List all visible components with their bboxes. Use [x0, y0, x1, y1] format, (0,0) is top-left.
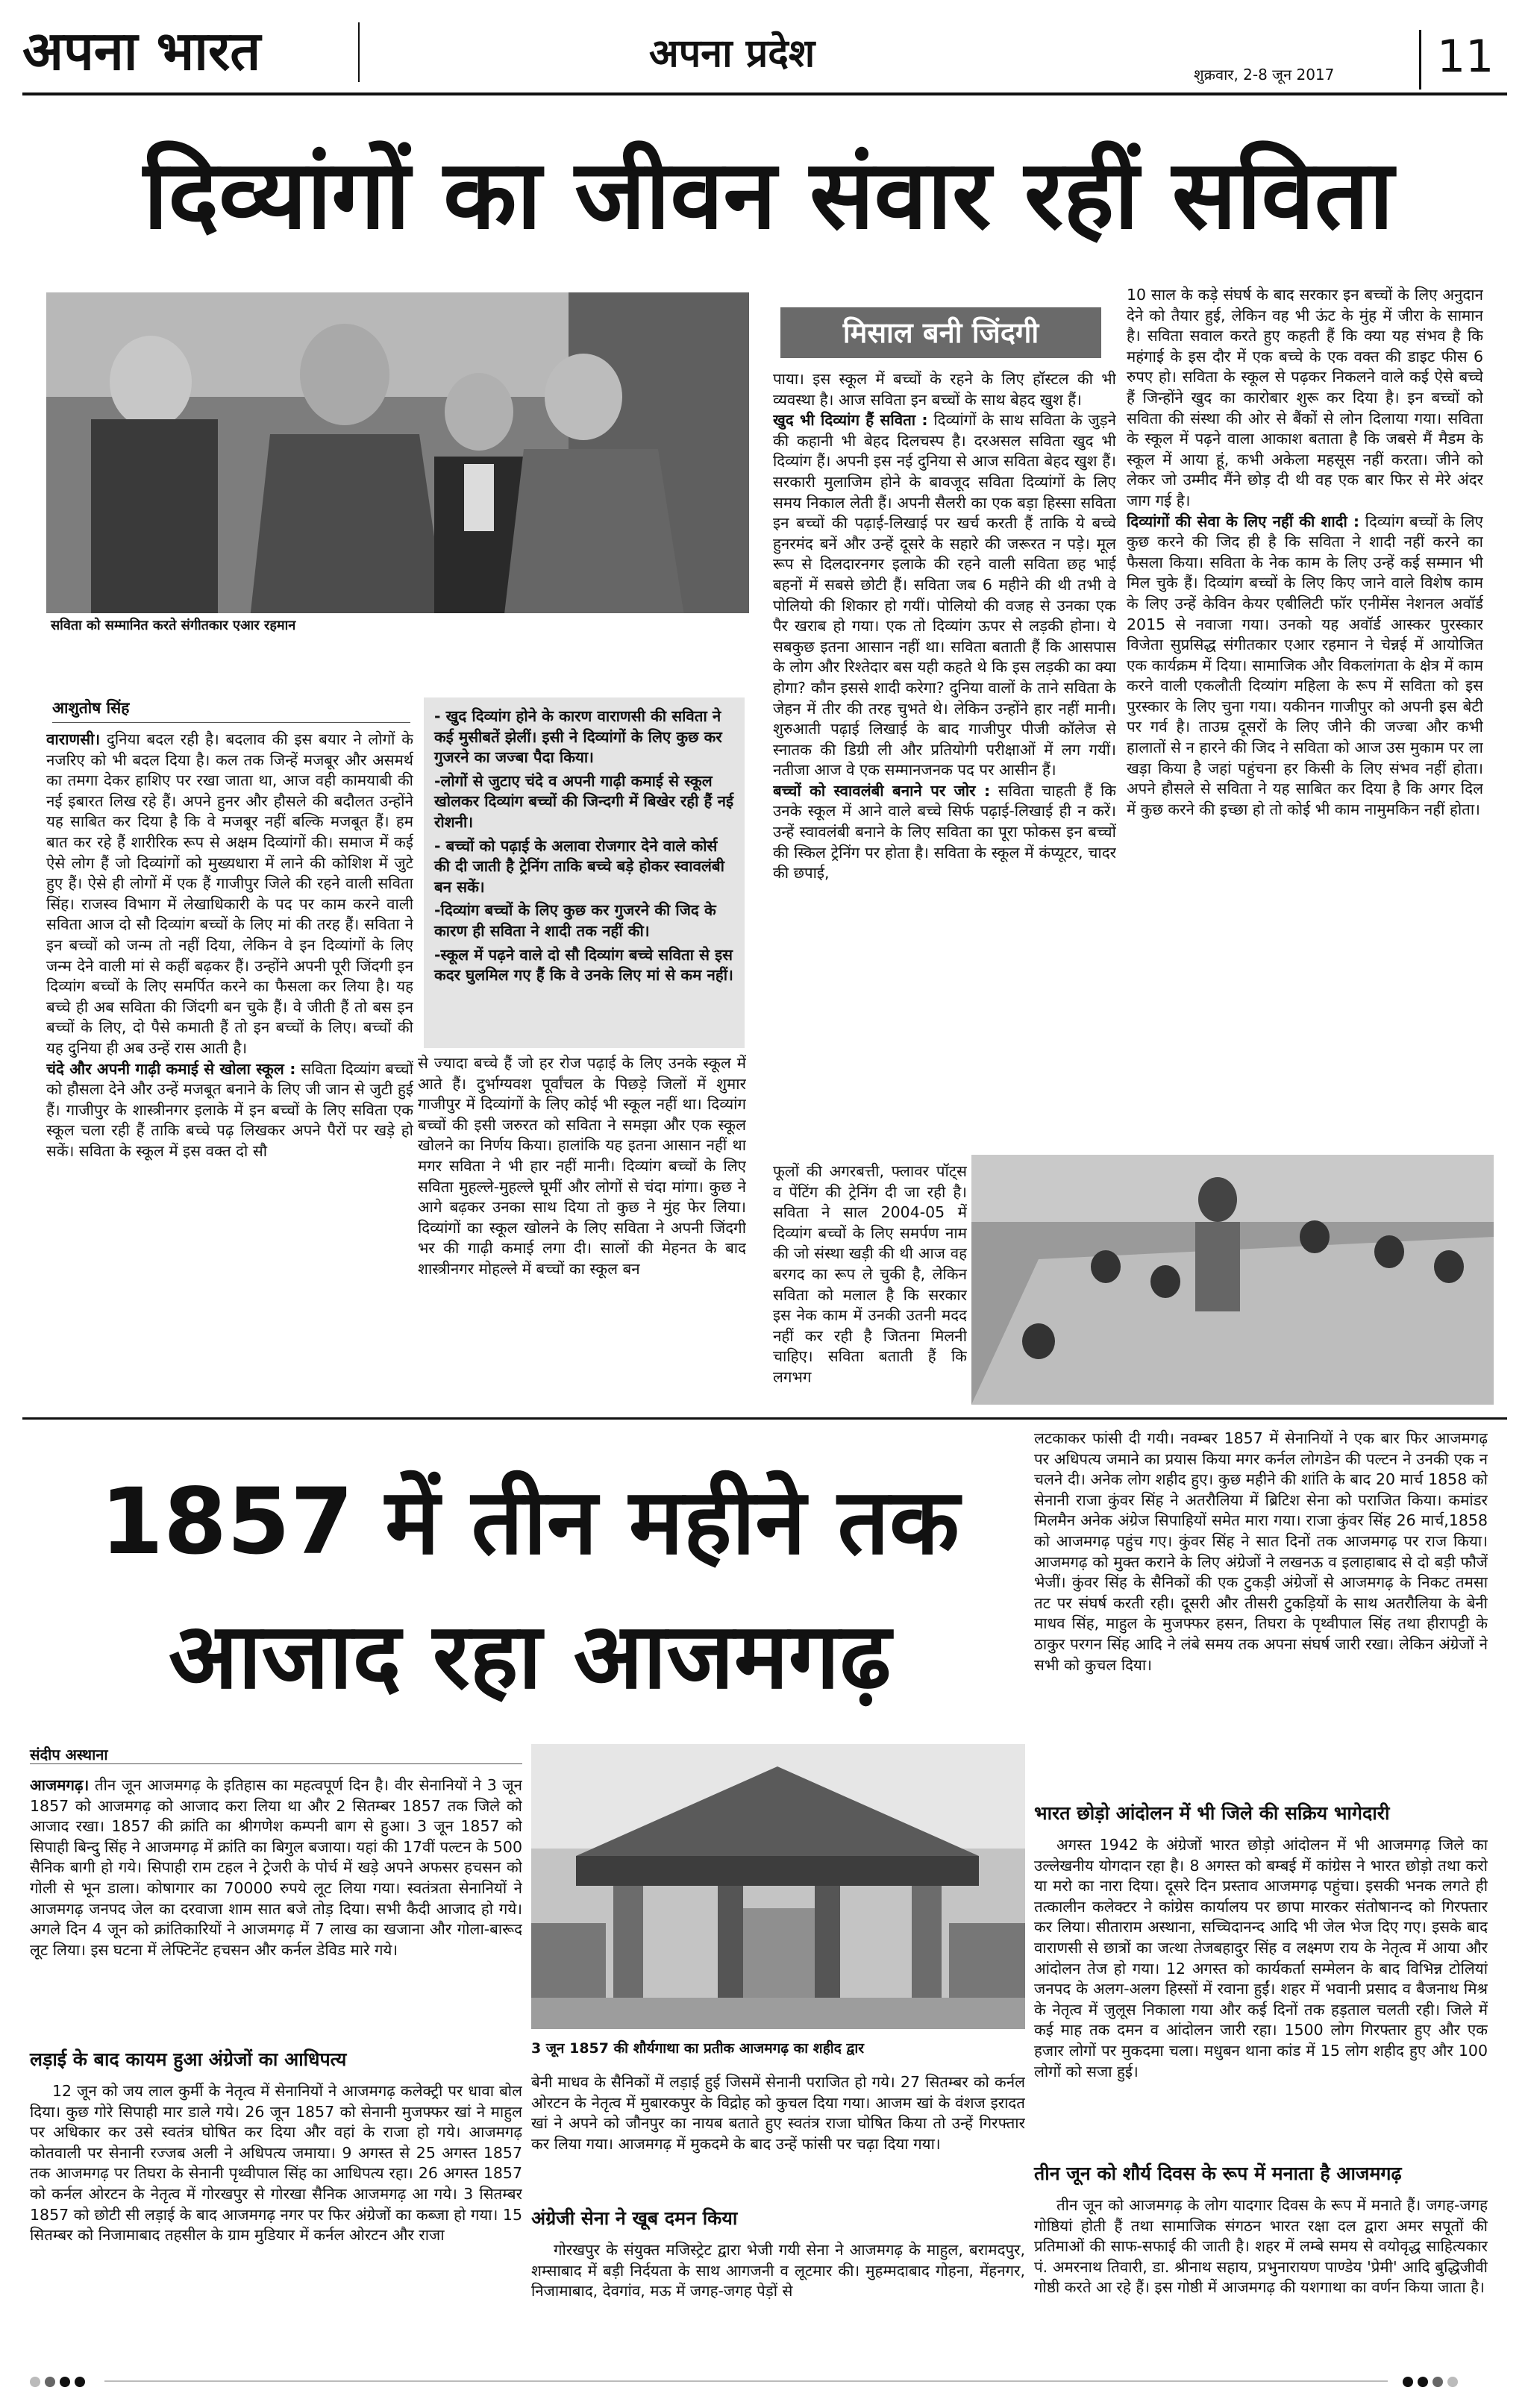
story1-column-3-narrow: फूलों की अगरबत्ती, फ्लावर पॉट्स व पेंटिंग की ट्रेनिंग दी जा रही है। सविता ने साल 2004-05 में दिव्यांग बच्चों के लिए समर्पण नाम की जो संस्था खड़ी की थी आज वह बरगद का रूप ले चुकी है, लेकिन सविता को मलाल है कि सरकार इस नेक काम में उनकी उतनी मदद नहीं कर रही है जितना मिलनी चाहिए। सविता बताती हैं कि लगभग [773, 1162, 967, 1386]
footer-dots-left [30, 2376, 90, 2390]
subheading-2: अंग्रेजी सेना ने खूब दमन किया [531, 2207, 738, 2229]
story2-byline: संदीप अस्थाना [30, 1746, 108, 1763]
children-photo [971, 1155, 1494, 1405]
highlight-item: -स्कूल में पढ़ने वाले दो सौ दिव्यांग बच्चे सविता से इस कदर घुलमिल गए हैं कि वे उनके लिए मां से कम नहीं। [434, 945, 733, 985]
award-photo-image [46, 292, 749, 639]
highlight-item: - खुद दिव्यांग होने के कारण वाराणसी की सविता ने कई मुसीबतें झेलीं। इसी ने दिव्यांगों के लिए कुछ कर गुजरने का जज्बा पैदा किया। [434, 707, 722, 767]
byline-rule [52, 722, 410, 723]
misal-label: मिसाल बनी जिंदगी [842, 316, 1039, 349]
story2-mid-text: बेनी माधव के सैनिकों में लड़ाई हुई जिसमें सेनानी पराजित हो गये। 27 सितम्बर को कर्नल ओरटन के नेतृत्व में मुबारकपुर के विद्रोह को कुचल दिया गया। आजम खां के वंशज इरादत खां ने अपने को जौनपुर का नायब बताते हुए स्वतंत्र राजा घोषित किया तो उन्हें गिरफ्तार कर लिया गया। आजमगढ़ में मुकदमे के बाद उन्हें फांसी पर चढ़ा दिया गया। [531, 2073, 1025, 2153]
story1-col1-para: चंदे और अपनी गाढ़ी कमाई से खोला स्कूल : सविता दिव्यांग बच्चों को हौसला देने और उन्हें मजबूत बनाने के लिए जी जान से जुटी हुई हैं। गाजीपुर के शास्त्रीनगर इलाके में इन बच्चों के लिए सविता एक स्कूल चला रही हैं ताकि बच्चे पढ़ लिखकर अपने पैरों पर खड़े हो सकें। सविता के स्कूल में इस वक्त दो सौ [46, 1059, 413, 1160]
footer-dots-right [1403, 2376, 1462, 2390]
subheading-1: लड़ाई के बाद कायम हुआ अंग्रेजों का आधिपत्य [30, 2048, 347, 2070]
children-photo-image [971, 1155, 1494, 1405]
story2-right-text: लटकाकर फांसी दी गयी। नवम्बर 1857 में सेनानियों ने एक बार फिर आजमगढ़ पर अधिपत्य जमाने का प्रयास किया मगर कर्नल लोगडेन की पल्टन ने उनकी एक न चलने दी। अनेक लोग शहीद हुए। कुछ महीने की शांति के बाद 20 मार्च 1858 को सेनानी राजा कुंवर सिंह ने अतरौलिया में ब्रिटिश सेना को पराजित किया। कमांडर मिलमैन अनेक अंग्रेज सिपाहियों समेत मारा गया। राजा कुंवर सिंह 26 मार्च,1858 को आजमगढ़ पहुंच गए। कुंवर सिंह ने सात दिनों तक आजमगढ़ पर राज किया। आजमगढ़ को मुक्त कराने के लिए अंग्रेजों ने लखनऊ व इलाहाबाद से दो बड़ी फौजें भेजीं। कुंवर सिंह के सैनिकों की एक टुकड़ी अंग्रेजों से आजमगढ़ के निकट तमसा तट पर संघर्ष करती रही। दूसरी और तीसरी टुकड़ियों के साथ अतरौलिया के बेनी माधव सिंह, माहुल के मुजफ्फर हसन, तिघरा के पृथ्वीपाल सिंह तथा हीरापट्टी के ठाकुर परगन सिंह आदि ने लंबे समय तक अपना संघर्ष जारी रखा। लेकिन अंग्रेजों ने सभी को कुचल दिया। [1034, 1429, 1488, 1674]
award-photo [46, 292, 749, 639]
highlights-box [424, 697, 745, 1048]
masthead-divider-right [1419, 30, 1421, 90]
story2-sub4-text: तीन जून को आजमगढ़ के लोग यादगार दिवस के रूप में मनाते हैं। जगह-जगह गोष्ठियां होती हैं तथा सामाजिक संगठन भारत रक्षा दल द्वारा अमर सपूतों की प्रतिमाओं की साफ-सफाई की जाती है। शहर में लम्बे समय से वयोवृद्ध साहित्यकार पं. अमरनाथ तिवारी, डा. श्रीनाथ सहाय, प्रभुनारायण पाण्डेय 'प्रेमी' आदि बुद्धिजीवी गोष्ठी करते आ रहे हैं। इस गोष्ठी में आजमगढ़ की यशगाथा का वर्णन किया जाता है। [1034, 2196, 1488, 2297]
section-divider [22, 1417, 1507, 1420]
section-name: अपना प्रदेश [649, 31, 815, 76]
gate-photo-caption: 3 जून 1857 की शौर्यगाथा का प्रतीक आजमगढ़ का शहीद द्वार [531, 2040, 865, 2057]
story1-column-3: पाया। इस स्कूल में बच्चों के रहने के लिए हॉस्टल की भी व्यवस्था है। आज सविता इन बच्चों के साथ बेहद खुश हैं। खुद भी दिव्यांग हैं सविता : दिव्यांगों के साथ सविता के जुड़ने की कहानी भी बेहद दिलचस्प है। दरअसल सविता खुद भी दिव्यांग हैं। अपनी इस नई दुनिया से आज सविता बेहद खुश हैं। सरकारी मुलाजिम होने के बावजूद सविता दिव्यांगों के लिए समय निकाल लेती हैं। अपनी सैलरी का एक बड़ा हिस्सा सविता इन बच्चों की पढ़ाई-लिखाई पर खर्च करती हैं ताकि ये बच्चे हुनरमंद बनें और उन्हें दूसरे के सहारे की जरूरत न पड़े। मूल रूप से दिलदारनगर इलाके की रहने वाली सविता छह भाई बहनों में सबसे छोटी हैं। सविता जब 6 महीने की थी तभी वे पोलियो की शिकार हो गयीं। पोलियो की वजह से उनका एक पैर खराब हो गया। एक तो दिव्यांग ऊपर से लड़की होना। ये सबकुछ इतना आसान नहीं था। सविता बताती हैं कि आसपास के लोग और रिश्तेदार बस यही कहते थे कि इस लड़की का क्या होगा? कौन इससे शादी करेगा? दुनिया वालों के ताने सविता के जेहन में तीर की तरह चुभते थे। लेकिन उन्होंने हार नहीं मानी। शुरुआती पढ़ाई लिखाई के बाद गाजीपुर पीजी कॉलेज से स्नातक की डिग्री ली और प्रतियोगी परीक्षाओं में लग गयीं। नतीजा आज वे एक सम्मानजनक पद पर आसीन हैं। बच्चों को स्वावलंबी बनाने पर जोर : सविता चाहती हैं कि उनके स्कूल में आने वाले बच्चे सिर्फ पढ़ाई-लिखाई ही न करें। उन्हें स्वावलंबी बनाने के लिए सविता का पूरा फोकस इन बच्चों की स्किल ट्रेनिंग पर होता है। सविता के स्कूल में कंप्यूटर, चादर की छपाई, [773, 369, 1116, 1160]
story2-headline-line1: 1857 में तीन महीने तक [100, 1469, 959, 1575]
story1-col4-para: दिव्यांगों की सेवा के लिए नहीं की शादी : दिव्यांग बच्चों के लिए कुछ करने की जिद ही है कि सविता ने शादी नहीं करने का फैसला किया। सविता के नेक काम के लिए उन्हें कई सम्मान भी मिल चुके हैं। दिव्यांग बच्चों के लिए किए जाने वाले विशेष काम के लिए उन्हें केविन केयर एबीलिटी फॉर एनीमेंस नेशनल अवॉर्ड 2015 से नवाजा गया। उनको यह अवॉर्ड आस्कर पुरस्कार विजेता सुप्रसिद्ध संगीतकार एआर रहमान ने चेन्नई में आयोजित एक कार्यक्रम में दिया। सामाजिक और विकलांगता के क्षेत्र में काम करने वाली एकलौती दिव्यांग महिला के रूप में सविता को इस पुरस्कार के लिए चुना गया। यकीनन गाजीपुर को अपनी इस बेटी पर गर्व है। ताउम्र दूसरों के लिए जीने की जज्बा और कभी हालातों से न हारने की जिद ने सविता को आज उस मुकाम पर ला खड़ा किया है जहां पहुंचना हर किसी के लिए संभव नहीं होता। अपने हौसले से सविता ने यह साबित कर दिया है कि अगर दिल में कुछ करने की इच्छा हो तो कोई भी काम नामुमकिन नहीं होता। [1127, 512, 1483, 818]
footer-rule [104, 2380, 1388, 2382]
story2-sub1-text: 12 जून को जय लाल कुर्मी के नेतृत्व में सेनानियों ने आजमगढ़ कलेक्ट्री पर धावा बोल दिया। कुछ गोरे सिपाही मार डाले गये। 26 जून 1857 को सेनानी मुजफ्फर खां ने माहुल पर अधिकार कर उसे स्वतंत्र घोषित कर दिया और वहां के राजा हो गये। आजमगढ़ कोतवाली पर सेनानी रज्जब अली ने अधिपत्य जमाया। 9 अगस्त से 25 अगस्त 1857 तक आजमगढ़ पर तिघरा के सेनानी पृथ्वीपाल सिंह का आधिपत्य रहा। 26 अगस्त 1857 को कर्नल ओरटन के नेतृत्व में गोरखपुर से गोरखा सैनिक आजमगढ़ आ गये। 3 सितम्बर 1857 को छोटी सी लड़ाई के बाद आजमगढ़ नगर पर फिर अंग्रेजों का कब्जा हो गया। 15 सितम्बर को निजामाबाद तहसील के ग्राम मुडियार में कर्नल ओरटन और राजा [30, 2082, 522, 2245]
story1-column-2: से ज्यादा बच्चे हैं जो हर रोज पढ़ाई के लिए उनके स्कूल में आते हैं। दुर्भाग्यवश पूर्वांचल के पिछड़े जिलों में शुमार गाजीपुर में दिव्यांगों के लिए कोई भी स्कूल नहीं था। दिव्यांग बच्चों की इसी जरुरत को सविता ने समझा और एक स्कूल खोलने का निर्णय किया। हालांकि यह इतना आसान नहीं था मगर सविता ने भी हार नहीं मानी। दिव्यांग बच्चों के लिए सविता मुहल्ले-मुहल्ले घूमीं और लोगों से चंदा मांगा। कुछ ने आगे बढ़कर उनका साथ दिया तो कुछ ने मुंह फेर लिया। दिव्यांगों का स्कूल खोलने के लिए सविता ने अपनी जिंदगी भर की गाढ़ी कमाई लगा दी। सालों की मेहनत के बाद शास्त्रीनगर मोहल्ले में बच्चों का स्कूल बन [418, 1054, 746, 1278]
story2-sub3-text: अगस्त 1942 के अंग्रेजों भारत छोड़ो आंदोलन में भी आजमगढ़ जिले का उल्लेखनीय योगदान रहा है। 8 अगस्त को बम्बई में कांग्रेस ने भारत छोड़ो तथा करो या मरो का नारा दिया। दूसरे दिन प्रस्ताव आजमगढ़ पहुंचा। इसकी भनक लगते ही तत्कालीन कलेक्टर ने कांग्रेस कार्यालय पर छापा मारकर संतोषानन्द को गिरफ्तार कर लिया। सीताराम अस्थाना, सच्चिदानन्द आदि भी जेल भेज दिए गए। इसके बाद वाराणसी से छात्रों का जत्था तेजबहादुर सिंह व लक्ष्मण राय के नेतृत्व में आया और आंदोलन तेज हो गया। 12 अगस्त को कार्यकर्ता सम्मेलन के बाद विभिन्न टोलियां जनपद के अलग-अलग हिस्सों में रवाना हुईं। शहर में भवानी प्रसाद व बैजनाथ मिश्र के नेतृत्व में जुलूस निकाला गया और कई दिनों तक हड़ताल चलती रही। जिले में कई माह तक दमन व आंदोलन जारी रहा। 1500 लोग गिरफ्तार हुए और एक हजार लोगों पर मुकदमा चला। मधुबन थाना कांड में 15 लोग शहीद हुए और 100 लोगों को सजा हुई। [1034, 1836, 1488, 2081]
subheading-4: तीन जून को शौर्य दिवस के रूप में मनाता है आजमगढ़ [1034, 2163, 1402, 2184]
masthead-divider-left [358, 22, 360, 82]
story1-col1-para: वाराणसी। दुनिया बदल रही है। बदलाव की इस बयार ने लोगों के नजरिए को भी बदल दिया है। कल तक जिन्हें मजबूर और असमर्थ का तमगा देकर हाशिए पर रखा जाता था, आज वही कामयाबी की नई इबारत लिख रहे हैं। अपने हुनर और हौसले की बदौलत उन्होंने यह साबित कर दिया है कि वे मजबूर नहीं बल्कि मजबूत हैं। हम बात कर रहे हैं शारीरिक रूप से अक्षम दिव्यांगों की। समाज में कई ऐसे लोग हैं जो दिव्यांगों को मुख्यधारा में लाने की कोशिश में जुटे हुए हैं। ऐसे ही लोगों में एक हैं गाजीपुर जिले की रहने वाली सविता सिंह। राजस्व विभाग में लेखाधिकारी के पद पर काम करने वाली सविता आज दो सौ दिव्यांग बच्चों के लिए मां की तरह हैं। सविता ने इन बच्चों को जन्म तो नहीं दिया, लेकिन वे इन दिव्यांगों के लिए जन्म देने वाली मां से कहीं बढ़कर हैं। उन्होंने अपनी पूरी जिंदगी इन दिव्यांग बच्चों के लिए समर्पित करने का फैसला कर लिया है। यह बच्चे ही अब सविता की जिंदगी बन चुके हैं। वे जीती हैं तो बस इन बच्चों के लिए, दो पैसे कमाती हैं तो इन बच्चों के लिए। बच्चों की यह दुनिया ही अब उन्हें रास आती है। [46, 730, 413, 1057]
masthead [0, 0, 1528, 97]
story1-column-4: 10 साल के कड़े संघर्ष के बाद सरकार इन बच्चों के लिए अनुदान देने को तैयार हुई, लेकिन वह भी ऊंट के मुंह में जीरा के सामान है। सविता सवाल करते हुए कहती हैं कि क्या यह संभव है कि महंगाई के इस दौर में एक बच्चे के एक वक्त की डाइट फीस 6 रुपए हो। सविता के स्कूल से पढ़कर निकलने वाले कई ऐसे बच्चे हैं जिन्होंने खुद का कारोबार शुरू कर दिया है। इन बच्चों को सविता की संस्था की ओर से बैंकों से लोन दिलाया गया। सविता के स्कूल में पढ़ने वाला आकाश बताता है कि जबसे मैं मैडम के स्कूल में आया हूं, कभी अकेला महसूस नहीं करता। जीने को लेकर जो उम्मीद मैंने छोड़ दी थी वह एक बार फिर से मेरे अंदर जाग गई है। दिव्यांगों की सेवा के लिए नहीं की शादी : दिव्यांग बच्चों के लिए कुछ करने की जिद ही है कि सविता ने शादी नहीं करने का फैसला किया। सविता के नेक काम के लिए उन्हें कई सम्मान भी मिल चुके हैं। दिव्यांग बच्चों के लिए किए जाने वाले विशेष काम के लिए उन्हें केविन केयर एबीलिटी फॉर एनीमेंस नेशनल अवॉर्ड 2015 से नवाजा गया। उनको यह अवॉर्ड आस्कर पुरस्कार विजेता सुप्रसिद्ध संगीतकार एआर रहमान ने चेन्नई में आयोजित एक कार्यक्रम में दिया। सामाजिक और विकलांगता के क्षेत्र में काम करने वाली एकलौती दिव्यांग महिला के रूप में सविता को इस पुरस्कार के लिए चुना गया। यकीनन गाजीपुर को अपनी इस बेटी पर गर्व है। ताउम्र दूसरों के लिए जीने की जज्बा और कभी हालातों से न हारने की जिद ने सविता को आज उस मुकाम पर ला खड़ा किया है जहां पहुंचना हर किसी के लिए संभव नहीं होता। अपने हौसले से सविता ने यह साबित कर दिया है कि अगर दिल में कुछ करने की इच्छा हो तो कोई भी काम नामुमकिन नहीं होता। [1127, 285, 1483, 1135]
masthead-rule [22, 93, 1507, 95]
photo1-caption: सविता को सम्मानित करते संगीतकार एआर रहमान [51, 618, 498, 634]
issue-date: शुक्रवार, 2-8 जून 2017 [1194, 66, 1335, 84]
byline2-rule [30, 1763, 522, 1764]
gate-photo [531, 1744, 1025, 2029]
highlight-item: - बच्चों को पढ़ाई के अलावा रोजगार देने वाले कोर्स की दी जाती है ट्रेनिंग ताकि बच्चे बड़े होकर स्वावलंबी बन सकें। [434, 836, 724, 896]
story1-column-1 [46, 730, 413, 1405]
story2-intro: आजमगढ़। तीन जून आजमगढ़ के इतिहास का महत्वपूर्ण दिन है। वीर सेनानियों ने 3 जून 1857 को आजमगढ़ को आजाद करा लिया था और 2 सितम्बर 1857 तक जिले को आजाद रखा। 1857 की क्रांति का श्रीगणेश कम्पनी बाग से हुआ। 3 जून 1857 को सिपाही बिन्दु सिंह ने आजमगढ़ में क्रांति का बिगुल बजाया। यहां की 17वीं पल्टन के 500 सैनिक बागी हो गये। सिपाही राम टहल ने ट्रेजरी के पोर्च में खड़े अपने अफसर हचसन को गोली से भून डाला। कोषागार का 70000 रुपये लूट लिया गया। स्वतंत्रता सेनानियों ने आजमगढ़ जनपद जेल का दरवाजा शाम सात बजे तोड़ दिया। सभी कैदी आजाद हो गये। अगले दिन 4 जून को क्रांतिकारियों ने आजमगढ़ में 7 लाख का खजाना और गोला-बारूद लूट लिया। इस घटना में लेफ्टिनेंट हचसन और कर्नल डेविड मारे गये। [30, 1776, 522, 1959]
story1-col3-para: खुद भी दिव्यांग हैं सविता : दिव्यांगों के साथ सविता के जुड़ने की कहानी भी बेहद दिलचस्प है। दरअसल सविता खुद भी दिव्यांग हैं। अपनी इस नई दुनिया से आज सविता बेहद खुश हैं। सरकारी मुलाजिम होने के बावजूद सविता दिव्यांगों के लिए समय निकाल लेती हैं। अपनी सैलरी का एक बड़ा हिस्सा सविता इन बच्चों की पढ़ाई-लिखाई पर खर्च करती हैं ताकि ये बच्चे हुनरमंद बनें और उन्हें दूसरे के सहारे की जरूरत न पड़े। मूल रूप से दिलदारनगर इलाके की रहने वाली सविता छह भाई बहनों में सबसे छोटी हैं। सविता जब 6 महीने की थी तभी वे पोलियो की शिकार हो गयीं। पोलियो की वजह से उनका एक पैर खराब हो गया। एक तो दिव्यांग ऊपर से लड़की होना। ये सबकुछ इतना आसान नहीं था। सविता बताती हैं कि आसपास के लोग और रिश्तेदार बस यही कहते थे कि इस लड़की का क्या होगा? कौन इससे शादी करेगा? दुनिया वालों के ताने सविता के जेहन में तीर की तरह चुभते थे। लेकिन उन्होंने हार नहीं मानी। शुरुआती पढ़ाई लिखाई के बाद गाजीपुर पीजी कॉलेज से स्नातक की डिग्री ली और प्रतियोगी परीक्षाओं में लग गयीं। नतीजा आज वे एक सम्मानजनक पद पर आसीन हैं। [773, 411, 1116, 780]
highlight-item: -लोगों से जुटाए चंदे व अपनी गाढ़ी कमाई से स्कूल खोलकर दिव्यांग बच्चों की जिन्दगी में बिखेर रही हैं नई रोशनी। [434, 771, 734, 831]
story2-sub2-text: गोरखपुर के संयुक्त मजिस्ट्रेट द्वारा भेजी गयी सेना ने आजमगढ़ के माहुल, बरामदपुर, शम्साबाद में बड़ी निर्दयता के साथ आगजनी व लूटमार की। मुहम्मदाबाद गोहना, मेंहनगर, निजामाबाद, देवगांव, मऊ में जगह-जगह पेड़ों से [531, 2241, 1025, 2301]
story1-byline: आशुतोष सिंह [52, 699, 130, 717]
gate-photo-image [531, 1744, 1025, 2029]
highlight-item: -दिव्यांग बच्चों के लिए कुछ कर गुजरने की जिद के कारण ही सविता ने शादी तक नहीं की। [434, 901, 716, 940]
subheading-3: भारत छोड़ो आंदोलन में भी जिले की सक्रिय भागेदारी [1034, 1802, 1390, 1824]
story1-headline: दिव्यांगों का जीवन संवार रहीं सविता [143, 139, 1394, 251]
paper-name: अपना भारत [22, 19, 261, 82]
story1-col3-para: बच्चों को स्वावलंबी बनाने पर जोर : सविता चाहती हैं कि उनके स्कूल में आने वाले बच्चे सिर्फ पढ़ाई-लिखाई ही न करें। उन्हें स्वावलंबी बनाने के लिए सविता का पूरा फोकस इन बच्चों की स्किल ट्रेनिंग पर होता है। सविता के स्कूल में कंप्यूटर, चादर की छपाई, [773, 781, 1116, 882]
page-number: 11 [1437, 31, 1494, 83]
story2-headline-line2: आजाद रहा आजमगढ़ [168, 1603, 892, 1709]
